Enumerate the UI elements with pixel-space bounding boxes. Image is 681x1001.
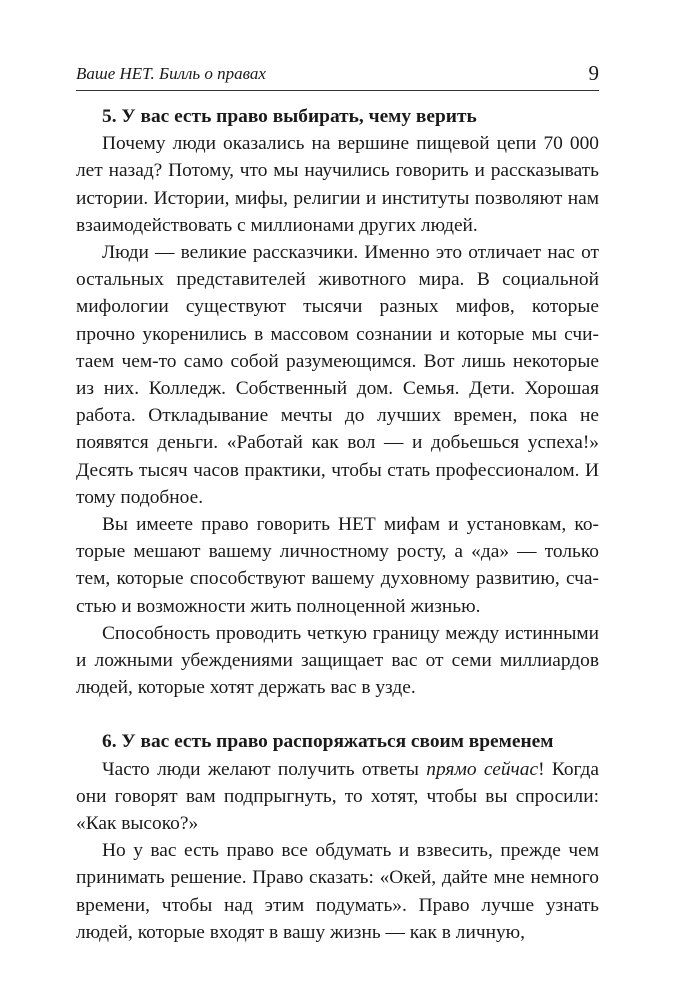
paragraph: Вы имеете право говорить НЕТ мифам и установкам, которые мешают вашему личностному росту, а «да» — только тем, которые способствуют вашему духовному развитию, счастью и возможности жить полноценной жизнью. xyxy=(76,514,599,617)
emphasis-text: прямо сейчас xyxy=(426,758,539,780)
section-heading-5: 5. У вас есть право выбирать, чему верить xyxy=(102,106,477,127)
paragraph: Но у вас есть право все обдумать и взвесить, прежде чем принимать решение. Право сказать: «Окей, дайте мне немного времени, чтобы над этим подумать». Право лучше узнать людей, которые входят в вашу жизнь — как в личную, xyxy=(76,840,599,943)
paragraph: Почему люди оказались на вершине пищевой цепи 70 000 лет назад? Потому, что мы научились говорить и рассказывать истории. Истории, мифы, религии и институты позволяют нам взаимодействовать с миллионами других людей. xyxy=(76,133,599,236)
page-header xyxy=(76,56,599,91)
text-run: Часто люди желают получить ответы xyxy=(102,758,427,780)
paragraph: Люди — великие рассказчики. Именно это отличает нас от остальных представителей животного мира. В социальной мифологии существуют тысячи разных мифов, которые прочно укоренились в массовом сознании и которые мы считаем чем-то само собой разумеющимся. Вот лишь некоторые из них. Колледж. Собственный дом. Семья. Дети. Хорошая работа. Откладывание мечты до лучших времен, пока не появятся деньги. «Работай как вол — и добьешься успеха!» Десять тысяч часов практики, чтобы стать профессионалом. И тому подобное. xyxy=(76,242,599,508)
text-run: ! Когда они говорят вам подпрыгнуть, то хотят, чтобы вы спросили: «Как высоко?» xyxy=(76,758,599,835)
paragraph: Способность проводить четкую границу между истинными и ложными убеждениями защищает вас от семи миллиардов людей, которые хотят держать вас в узде. xyxy=(76,622,599,699)
section-heading-6: 6. У вас есть право распоряжаться своим временем xyxy=(102,731,554,753)
section-spacer xyxy=(76,701,599,728)
paragraph xyxy=(76,756,599,838)
running-title: Ваше НЕТ. Билль о правах xyxy=(76,64,266,83)
page-number: 9 xyxy=(588,61,599,85)
page-body xyxy=(76,103,599,946)
